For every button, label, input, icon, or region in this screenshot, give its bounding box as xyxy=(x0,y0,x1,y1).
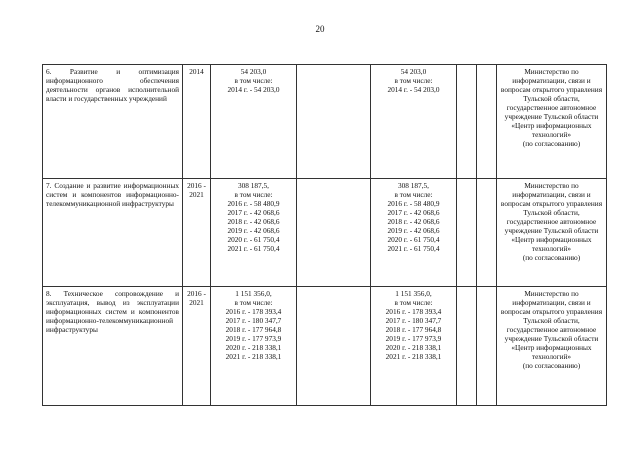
amount-line: 2014 г. - 54 203,0 xyxy=(227,85,280,94)
amount-line: 2014 г. - 54 203,0 xyxy=(387,85,440,94)
amount-line: 2017 г. - 42 068,6 xyxy=(227,208,280,217)
empty-cell xyxy=(297,179,371,287)
amount-line: 2018 г. - 42 068,6 xyxy=(387,217,440,226)
amount-line: 2018 г. - 177 964,8 xyxy=(225,325,282,334)
amount-line: 2019 г. - 177 973,9 xyxy=(225,334,282,343)
agency-note: (по согласованию) xyxy=(522,139,581,148)
agency-text: Министерство по информатизации, связи и вопросам открытого управления Тульской области, государственное автономное учреждение Тульской области «Центр информационных технологий» xyxy=(500,289,603,361)
budget-funding-cell xyxy=(371,65,457,179)
amount-line: 2019 г. - 177 973,9 xyxy=(385,334,442,343)
table-row xyxy=(43,179,607,287)
measure-cell: 6. Развитие и оптимизация информационного обеспечения деятельности органов исполнительной власти и государственных учреждений xyxy=(43,65,183,179)
amount-line: 2016 г. - 178 393,4 xyxy=(225,307,282,316)
amount-line: в том числе: xyxy=(394,76,433,85)
amount-line: в том числе: xyxy=(234,298,273,307)
empty-cell xyxy=(457,65,477,179)
amount-line: 2020 г. - 218 338,1 xyxy=(225,343,282,352)
amount-line: 2018 г. - 42 068,6 xyxy=(227,217,280,226)
amount-line: 2017 г. - 180 347,7 xyxy=(225,316,282,325)
amount-line: в том числе: xyxy=(394,298,433,307)
amount-line: 54 203,0 xyxy=(240,67,267,76)
responsible-agency-cell xyxy=(497,287,607,406)
amount-line: 308 187,5, xyxy=(397,181,429,190)
amount-line: 1 151 356,0, xyxy=(235,289,272,298)
amount-line: 2021 г. - 218 338,1 xyxy=(225,352,282,361)
table-row xyxy=(43,287,607,406)
empty-cell xyxy=(477,179,497,287)
amount-line: 2016 г. - 58 480,9 xyxy=(227,199,280,208)
amount-line: 2021 г. - 218 338,1 xyxy=(385,352,442,361)
amount-line: 2017 г. - 42 068,6 xyxy=(387,208,440,217)
budget-funding-cell xyxy=(371,179,457,287)
amount-line: 2021 г. - 61 750,4 xyxy=(227,244,280,253)
amount-line: 2020 г. - 61 750,4 xyxy=(227,235,280,244)
amount-line: 2020 г. - 61 750,4 xyxy=(387,235,440,244)
budget-funding-cell xyxy=(371,287,457,406)
empty-cell xyxy=(297,287,371,406)
amount-line: 2019 г. - 42 068,6 xyxy=(227,226,280,235)
amount-line: в том числе: xyxy=(234,76,273,85)
empty-cell xyxy=(477,65,497,179)
total-funding-cell xyxy=(211,179,297,287)
amount-line: 308 187,5, xyxy=(237,181,269,190)
amount-line: в том числе: xyxy=(234,190,273,199)
page-number: 20 xyxy=(315,24,325,34)
period-cell: 2016 - 2021 xyxy=(183,179,211,287)
measure-cell: 7. Создание и развитие информационных систем и компонентов информационно-телекоммуникационной инфраструктуры xyxy=(43,179,183,287)
amount-line: 2017 г. - 180 347,7 xyxy=(385,316,442,325)
program-measures-table xyxy=(42,64,607,406)
table-row xyxy=(43,65,607,179)
measure-cell: 8. Техническое сопровождение и эксплуатация, вывод из эксплуатации информационных систем и компонентов информационно-телекоммуникационной инфраструктуры xyxy=(43,287,183,406)
total-funding-cell xyxy=(211,65,297,179)
period-cell: 2016 - 2021 xyxy=(183,287,211,406)
amount-line: 1 151 356,0, xyxy=(395,289,432,298)
amount-line: 2020 г. - 218 338,1 xyxy=(385,343,442,352)
agency-text: Министерство по информатизации, связи и вопросам открытого управления Тульской области, государственное автономное учреждение Тульской области «Центр информационных технологий» xyxy=(500,181,603,253)
amount-line: 2016 г. - 58 480,9 xyxy=(387,199,440,208)
agency-note: (по согласованию) xyxy=(522,361,581,370)
amount-line: 2018 г. - 177 964,8 xyxy=(385,325,442,334)
empty-cell xyxy=(297,65,371,179)
responsible-agency-cell xyxy=(497,179,607,287)
agency-text: Министерство по информатизации, связи и вопросам открытого управления Тульской области, государственное автономное учреждение Тульской области «Центр информационных технологий» xyxy=(500,67,603,139)
amount-line: в том числе: xyxy=(394,190,433,199)
empty-cell xyxy=(457,287,477,406)
agency-note: (по согласованию) xyxy=(522,253,581,262)
amount-line: 2019 г. - 42 068,6 xyxy=(387,226,440,235)
total-funding-cell xyxy=(211,287,297,406)
empty-cell xyxy=(477,287,497,406)
amount-line: 2021 г. - 61 750,4 xyxy=(387,244,440,253)
responsible-agency-cell xyxy=(497,65,607,179)
empty-cell xyxy=(457,179,477,287)
amount-line: 54 203,0 xyxy=(400,67,427,76)
amount-line: 2016 г. - 178 393,4 xyxy=(385,307,442,316)
period-cell: 2014 xyxy=(183,65,211,179)
